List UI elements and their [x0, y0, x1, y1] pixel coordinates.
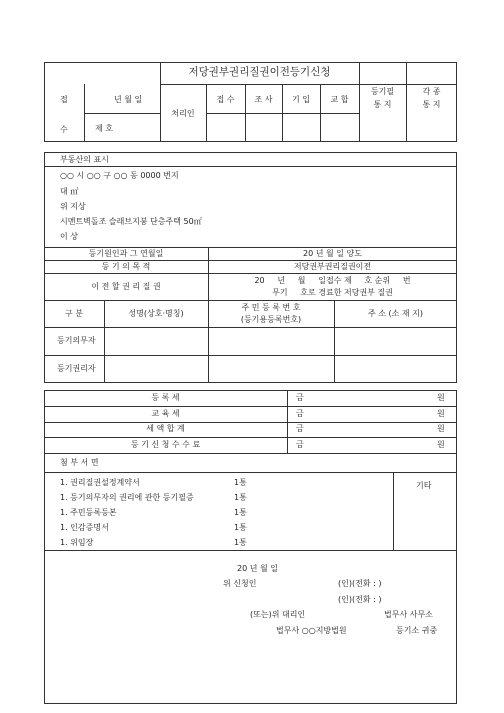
attachment-count: 1통 — [234, 523, 247, 532]
property-line: 이 상 — [60, 232, 78, 241]
fee-prefix: 금 — [296, 409, 304, 418]
signature-phone-1: (인)(전화 : ) — [338, 579, 382, 588]
property-line: 위 지상 — [60, 202, 86, 211]
party-obligor: 등기의무자 — [57, 336, 96, 345]
document-title: 저당권부권리질권이전등기신청 — [188, 66, 331, 78]
fee-label: 교 육 세 — [151, 409, 180, 418]
party-col-address: 주 소 (소 재 지) — [367, 309, 424, 318]
party-col-id: 주 민 등 록 번 호 (등기용등록번호) — [240, 303, 302, 324]
attachment-item: 1. 인감증명서 — [60, 523, 109, 532]
party-obligee: 등기권리자 — [57, 364, 96, 373]
reg-purpose-label: 등 기 의 목 적 — [101, 262, 151, 271]
signature-phone-2: (인)(전화 : ) — [338, 595, 382, 604]
fee-unit: 원 — [437, 424, 445, 433]
reg-pledge-value: 20 년 월 일접수 제 호 순위 번 무기 호로 경료한 저당권부 질권 — [254, 276, 411, 297]
receipt-su-label: 수 — [60, 125, 68, 134]
fee-prefix: 금 — [296, 393, 304, 402]
attachment-count: 1통 — [234, 493, 247, 502]
signature-office: 법무사 사무소 — [384, 610, 433, 619]
attachment-item: 1. 등기의무자의 권리에 관한 등기필증 — [60, 493, 194, 502]
attachments-header: 첨 부 서 면 — [60, 458, 99, 467]
fee-unit: 원 — [437, 393, 445, 402]
reg-pledge-label: 이 전 할 권 리 질 권 — [91, 282, 161, 291]
property-header: 부동산의 표시 — [60, 155, 109, 164]
signature-date: 20 년 월 일 — [237, 564, 278, 573]
attachment-item: 1. 주민등록등본 — [60, 508, 117, 517]
property-line: ○○ 시 ○○ 구 ○○ 동 0000 번지 — [60, 171, 179, 180]
notice-various-col: 각 종 통 지 — [422, 87, 441, 109]
fee-label: 세 액 합 계 — [146, 424, 185, 433]
fee-prefix: 금 — [296, 424, 304, 433]
col-investigation: 조 사 — [254, 95, 273, 104]
col-receipt: 접 수 — [216, 95, 235, 104]
fee-unit: 원 — [437, 409, 445, 418]
fee-unit: 원 — [437, 440, 445, 449]
col-entry: 기 입 — [292, 95, 310, 104]
signature-registry: 등기소 귀중 — [396, 626, 438, 635]
signature-agent: (또는)위 대리인 — [250, 610, 306, 619]
party-col-name: 성명(상호·명칭) — [128, 309, 184, 318]
notice-registration-col: 등기필 통 지 — [370, 87, 395, 109]
fee-prefix: 금 — [296, 440, 304, 449]
signature-court: 법무사 ○○지방법원 — [276, 626, 347, 635]
attachment-count: 1통 — [234, 538, 247, 547]
attachment-count: 1통 — [234, 478, 247, 487]
reg-cause-label: 등기원인과 그 연월일 — [88, 249, 164, 258]
receipt-jeop-label: 접 — [60, 95, 68, 104]
attachment-item: 1. 위임장 — [60, 538, 94, 547]
receipt-date: 년 월 일 — [114, 95, 143, 104]
reg-cause-value: 20 년 월 일 양도 — [303, 249, 362, 258]
fee-label: 등 기 신 청 수 수 료 — [130, 440, 201, 449]
attachment-count: 1통 — [234, 508, 247, 517]
party-col-type: 구 분 — [65, 309, 83, 318]
attachment-item: 1. 권리질권설정계약서 — [60, 478, 140, 487]
receipt-number: 제 호 — [95, 124, 113, 133]
attachments-other: 기타 — [416, 481, 432, 490]
fee-label: 등 록 세 — [151, 393, 180, 402]
property-line: 대 ㎡ — [60, 187, 79, 196]
property-line: 시멘트벽돌조 슬래브지붕 단층주택 50㎡ — [60, 217, 202, 226]
processor-label: 처리인 — [171, 109, 195, 118]
reg-purpose-value: 저당권부권리질권이전 — [293, 262, 372, 271]
col-verify: 교 합 — [330, 95, 349, 104]
signature-applicant: 위 신청인 — [223, 579, 257, 588]
